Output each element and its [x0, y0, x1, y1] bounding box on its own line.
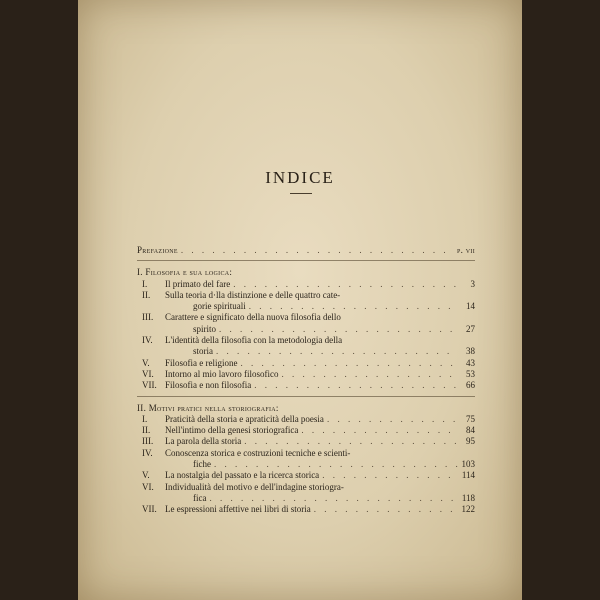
toc-entry-number: VII.: [142, 380, 157, 391]
toc-preface-page: p. vii: [457, 245, 475, 255]
toc-leader-dots: [327, 414, 458, 425]
toc-leader-dots: [214, 459, 458, 470]
toc-leader-dots: [254, 380, 458, 391]
toc-entry-row: [137, 436, 475, 447]
toc-leader-dots: [219, 324, 458, 335]
toc-entry-number: II.: [142, 289, 151, 300]
toc-entry-title: Le espressioni affettive nei libri di storia: [165, 504, 311, 515]
toc-entry-page: 118: [461, 492, 475, 503]
toc-entry-row: [137, 346, 475, 357]
toc-entry-row: [137, 414, 475, 425]
toc-entry-number: I.: [142, 413, 148, 424]
toc-leader-dots: [314, 504, 458, 515]
toc-leader-dots: [281, 369, 458, 380]
toc-entry-title: La nostalgia del passato e la ricerca storica: [165, 470, 320, 481]
toc-entry-title: Filosofia e non filosofia: [165, 380, 252, 391]
toc-entry-title: Individualità del motivo e dell'indagine storiogra-: [165, 481, 344, 492]
toc-entry-row: [137, 301, 475, 312]
toc-entry-page: 84: [466, 425, 475, 436]
toc-leader-dots: [244, 436, 458, 447]
toc-entry-title: storia: [193, 346, 213, 357]
toc-entry-page: 14: [466, 301, 475, 312]
toc-leader-dots: [240, 358, 458, 369]
toc-entry-page: 95: [466, 436, 475, 447]
toc-entry-number: III.: [142, 312, 154, 323]
toc-preface-row: [137, 245, 475, 256]
toc-entry-page: 103: [461, 459, 475, 470]
toc-entry-page: 75: [466, 413, 475, 424]
toc-entry-row: [137, 335, 475, 346]
toc-entry-title: La parola della storia: [165, 436, 242, 447]
toc-entry-row: [137, 324, 475, 335]
toc-section-heading: I. Filosofia e sua logica:: [137, 267, 233, 278]
toc-entry-row: [137, 312, 475, 323]
toc-entry-row: [137, 504, 475, 515]
toc-entry-row: [137, 358, 475, 369]
toc-entry-number: VI.: [142, 368, 154, 379]
toc-entry-title: Praticità della storia e apraticità della poesia: [165, 413, 324, 424]
toc-divider: [137, 260, 475, 261]
toc-entry-number: IV.: [142, 447, 153, 458]
title-rule: [290, 193, 312, 194]
toc-leader-dots: [181, 245, 454, 256]
toc-entry-page: 27: [466, 323, 475, 334]
toc-entry-row: [137, 470, 475, 481]
toc-entry-title: spirito: [193, 323, 217, 334]
toc-entry-number: V.: [142, 470, 150, 481]
toc-leader-dots: [249, 301, 458, 312]
toc-entry-page: 66: [466, 380, 475, 391]
toc-entry-page: 43: [466, 357, 475, 368]
toc-leader-dots: [216, 346, 458, 357]
toc-entry-page: 53: [466, 368, 475, 379]
toc-entry-row: [137, 380, 475, 391]
toc-entry-title: fica: [193, 492, 207, 503]
toc-entry-number: II.: [142, 425, 151, 436]
toc-entry-title: Carattere e significato della nuova filosofia dello: [165, 312, 341, 323]
toc-entry-row: [137, 279, 475, 290]
toc-entry-row: [137, 448, 475, 459]
toc-entry-title: Filosofia e religione: [165, 357, 238, 368]
toc-entry-title: gorie spirituali: [193, 301, 246, 312]
toc-entry-number: I.: [142, 278, 148, 289]
toc-section-heading: II. Motivi pratici nella storiografia:: [137, 402, 279, 413]
toc-entry-number: III.: [142, 436, 154, 447]
toc-entry-page: 3: [470, 278, 475, 289]
toc-entry-title: L'identità della filosofia con la metodologia della: [165, 335, 343, 346]
toc-entry-row: [137, 493, 475, 504]
toc-entry-row: [137, 369, 475, 380]
toc-entry-page: 114: [461, 470, 475, 481]
toc-entry-page: 122: [461, 504, 475, 515]
toc-entry-number: V.: [142, 357, 150, 368]
toc-parts: [137, 267, 475, 515]
toc-entry-title: Intorno al mio lavoro filosofico: [165, 368, 279, 379]
toc-entry-number: VI.: [142, 481, 154, 492]
toc-entry-number: IV.: [142, 335, 153, 346]
toc-entry-page: 38: [466, 346, 475, 357]
toc-preface-label: Prefazione: [137, 245, 178, 255]
table-of-contents: [137, 245, 475, 516]
toc-divider: [137, 396, 475, 397]
toc-entry-title: fiche: [193, 459, 211, 470]
toc-entry-title: Nell'intimo della genesi storiografica: [165, 425, 299, 436]
toc-entry-row: [137, 482, 475, 493]
toc-leader-dots: [233, 279, 458, 290]
toc-entry-title: Sulla teoria d·lla distinzione e delle quattro cate-: [165, 289, 341, 300]
toc-leader-dots: [210, 493, 459, 504]
toc-entry-row: [137, 290, 475, 301]
book-page: [78, 0, 522, 600]
toc-leader-dots: [322, 470, 458, 481]
toc-entry-number: VII.: [142, 504, 157, 515]
page-title: INDICE: [265, 168, 335, 187]
toc-entry-row: [137, 459, 475, 470]
toc-entry-title: Il primato del fare: [165, 278, 231, 289]
toc-entry-row: [137, 425, 475, 436]
toc-leader-dots: [301, 425, 458, 436]
toc-entry-title: Conoscenza storica e costruzioni tecniche e scienti-: [165, 447, 351, 458]
